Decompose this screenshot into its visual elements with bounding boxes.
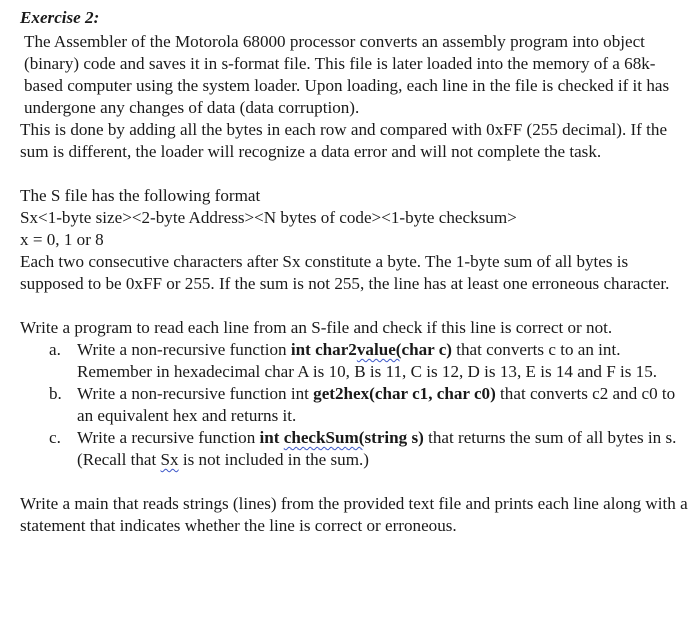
code-part: char c) [401,340,452,359]
code-part: int [259,428,284,447]
task-item-b [20,383,688,427]
item-text: Write a recursive function [77,428,260,447]
item-text: that returns the sum of all bytes in s. (Recall that [77,428,677,469]
function-signature [291,340,452,359]
spacer [20,163,688,185]
code-part: string s) [364,428,424,447]
list-marker: b. [49,384,62,403]
task-item-a [20,339,688,383]
format-description: Each two consecutive characters after Sx constitute a byte. The 1-byte sum of all bytes is supposed to be 0xFF or 255. If the sum is not 255, the line has at least one erroneous character. [20,252,670,293]
spacer [20,295,688,317]
code-part: int char2 [290,340,357,359]
spell-flagged-word: Sx [160,450,179,469]
format-heading: The S file has the following format [20,186,261,205]
task-intro: Write a program to read each line from an S-file and check if this line is correct or not. [20,318,613,337]
item-text: Write a non-recursive function [77,340,291,359]
exercise-document [20,7,688,537]
function-signature [260,428,424,447]
task-item-c [20,427,688,471]
spacer [20,471,688,493]
function-signature: get2hex(char c1, char c0) [313,384,496,403]
item-text: that converts c to an int. Remember in hexadecimal char A is 10, B is 11, C is 12, D is 13, E is 14 and F is 15. [77,340,658,381]
main-task: Write a main that reads strings (lines) from the provided text file and prints each line along with a statement that indicates whether the line is correct or erroneous. [20,494,688,535]
list-marker: a. [49,340,61,359]
exercise-title: Exercise 2: [20,8,100,27]
intro-paragraph-2: This is done by adding all the bytes in each row and compared with 0xFF (255 decimal). If the sum is different, the loader will recognize a data error and will not complete the task. [20,120,668,161]
format-x-values: x = 0, 1 or 8 [20,230,104,249]
item-text: is not included in the sum.) [178,450,369,469]
item-text: Write a non-recursive function int [77,384,314,403]
item-text: that converts c2 and c0 to an equivalent hex and returns it. [77,384,676,425]
list-marker: c. [49,428,61,447]
spell-flagged-word: checkSum( [283,428,365,447]
intro-paragraph-1: The Assembler of the Motorola 68000 processor converts an assembly program into object (binary) code and saves it in s-format file. This file is later loaded into the memory of a 68k-based computer using the system loader. Upon loading, each line in the file is checked if it has undergone any changes of data (data corruption). [24,32,670,117]
format-line: Sx<1-byte size><2-byte Address><N bytes of code><1-byte checksum> [20,208,517,227]
spell-flagged-word: value( [356,340,402,359]
